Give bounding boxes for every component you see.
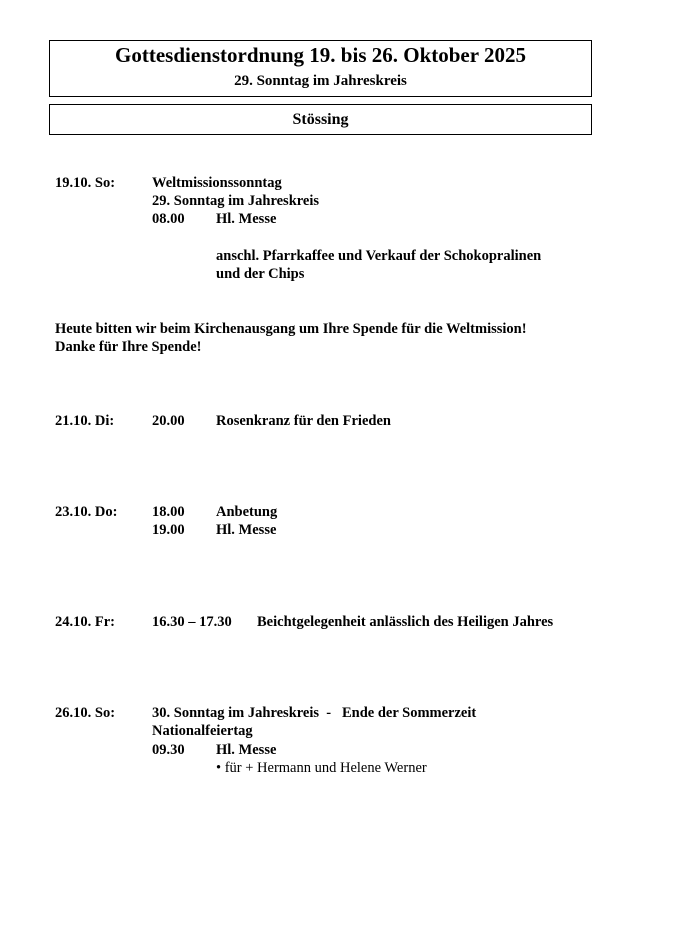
entry-note: und der Chips — [216, 266, 305, 282]
entry-date: 23.10. Do: — [55, 504, 118, 520]
title-box — [49, 40, 592, 97]
entry-subtitle: 29. Sonntag im Jahreskreis — [152, 193, 320, 209]
entry-time: 18.00 — [152, 504, 185, 520]
notice-line: Heute bitten wir beim Kirchenausgang um Ihre Spende für die Weltmission! — [55, 321, 527, 337]
entry-title: Weltmissionssonntag — [152, 175, 282, 191]
entry-event: Anbetung — [216, 504, 278, 520]
notice-line: Danke für Ihre Spende! — [55, 339, 202, 355]
entry-intention: • für + Hermann und Helene Werner — [216, 760, 427, 776]
entry-subtitle: Nationalfeiertag — [152, 723, 253, 739]
entry-event: Rosenkranz für den Frieden — [216, 413, 391, 429]
entry-note: anschl. Pfarrkaffee und Verkauf der Schokopralinen — [216, 248, 542, 264]
page-subtitle: 29. Sonntag im Jahreskreis — [234, 73, 407, 89]
place-box — [49, 104, 592, 135]
entry-time: 20.00 — [152, 413, 185, 429]
place-name: Stössing — [292, 111, 349, 128]
entry-event: Hl. Messe — [216, 742, 277, 758]
entry-event: Beichtgelegenheit anlässlich des Heiligen Jahres — [257, 614, 554, 630]
entry-event: Hl. Messe — [216, 211, 277, 227]
entry-time: 09.30 — [152, 742, 185, 758]
entry-title: 30. Sonntag im Jahreskreis - Ende der Sommerzeit — [152, 705, 477, 721]
entry-event: Hl. Messe — [216, 522, 277, 538]
entry-date: 24.10. Fr: — [55, 614, 115, 630]
entry-time: 08.00 — [152, 211, 185, 227]
entry-date: 26.10. So: — [55, 705, 116, 721]
entry-time: 16.30 – 17.30 — [152, 614, 232, 630]
entry-time: 19.00 — [152, 522, 185, 538]
page-title: Gottesdienstordnung 19. bis 26. Oktober 2025 — [115, 43, 526, 67]
entry-date: 19.10. So: — [55, 175, 116, 191]
entry-date: 21.10. Di: — [55, 413, 115, 429]
